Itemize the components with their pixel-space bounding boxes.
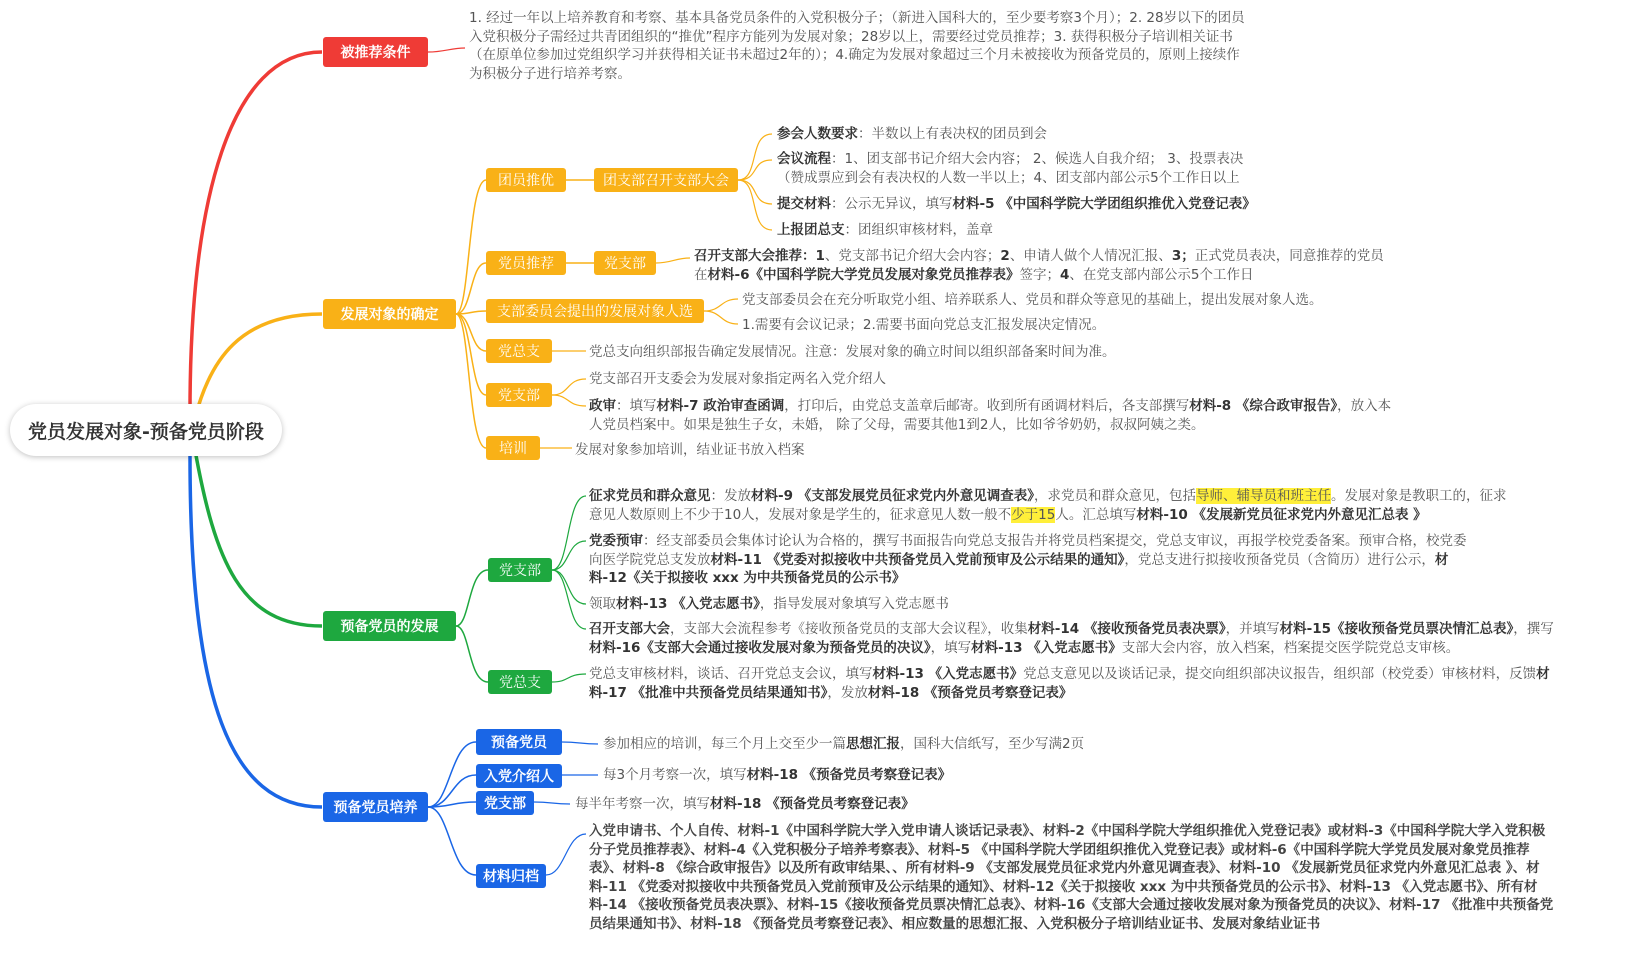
branch-half-year-text: 每半年考察一次，填写材料-18 《预备党员考察登记表》 (575, 796, 915, 812)
party-recommend-text: 召开支部大会推荐：1、党支部书记介绍大会内容；2、申请人做个人情况汇报、3；正式党员表决，同意推荐的党员在材料-6《中国科学院大学党员发展对象党员推荐表》签字；4、在党支部内部公示5个工作日 (694, 248, 1384, 283)
training-text: 发展对象参加培训，结业证书放入档案 (575, 442, 805, 458)
general-review-text: 党总支审核材料，谈话、召开党总支会议，填写材料-13 《入党志愿书》党总支意见以及谈话记录，提交向组织部决议报告，组织部（校党委）审核材料，反馈材料-17 《批准中共预备党员结果通知书》，发放材料-18 《预备党员考察登记表》 (589, 666, 1550, 701)
node-party-branch-a[interactable]: 党支部 (594, 251, 656, 275)
branch-political-review-text: 政审：填写材料-7 政治审查函调，打印后，由党总支盖章后邮寄。收到所有函调材料后，各支部撰写材料-8 《综合政审报告》，放入本人党员档案中。如果是独生子女，未婚， 除了父母，需要其他1到2人，比如爷爷奶奶，叔叔阿姨之类。 (589, 398, 1392, 433)
league-report-text: 上报团总支：团组织审核材料，盖章 (777, 222, 993, 238)
node-dev-target-confirm[interactable]: 发展对象的确定 (323, 299, 456, 329)
node-general-branch-a[interactable]: 党总支 (486, 339, 552, 363)
general-branch-text: 党总支向组织部报告确定发展情况。注意：发展对象的确立时间以组织部备案时间为准。 (589, 344, 1116, 360)
node-party-branch-d[interactable]: 党支部 (476, 791, 534, 815)
node-archive[interactable]: 材料归档 (476, 864, 546, 888)
node-committee-candidate[interactable]: 支部委员会提出的发展对象人选 (486, 299, 704, 323)
node-introducer[interactable]: 入党介绍人 (476, 764, 562, 788)
member-training-text: 参加相应的培训，每三个月上交至少一篇思想汇报，国科大信纸写，至少写满2页 (603, 736, 1085, 752)
archive-text: 入党申请书、个人自传、材料-1《中国科学院大学入党申请人谈话记录表》、材料-2《中国科学院大学组织推优入党登记表》或材料-3《中国科学院大学入党积极分子党员推荐表》、材料-4《入党积极分子培养考察表》、材料-5 《中国科学院大学团组织推优入党登记表》或材料-6《中国科学院大学党员发展对象党员推荐表》、材料-8 《综合政审报告》以及所有政审结果、、所有材料-9 《支部发展党员征求党内外意见调查表》、材料-10 《发展新党员征求党内外意见汇总表 》、材料-11 《党委对拟接收中共预备党员入党前预审及公示结果的通知》、材料-12《关于拟接收 xxx 为中共预备党员的公示书》、材料-13 《入党志愿书》、所有材料-14 《接收预备党员表决票》、材料-15《接收预备党员票决情汇总表》、材料-16《支部大会通过接收发展对象为预备党员的决议》、材料-17 《批准中共预备党员结果通知书》、材料-18 《预备党员考察登记表》、相应数量的思想汇报、入党积极分子培训结业证书、发展对象结业证书 (589, 823, 1554, 932)
node-probationary-member[interactable]: 预备党员 (476, 729, 562, 755)
league-process-text: 会议流程：1、团支部书记介绍大会内容； 2、候选人自我介绍； 3、投票表决（赞成票应到会有表决权的人数一半以上；4、团支部内部公示5个工作日以上 (777, 151, 1244, 186)
node-party-branch-b[interactable]: 党支部 (486, 383, 552, 407)
league-attendance-text: 参会人数要求：半数以上有表决权的团员到会 (777, 126, 1047, 142)
node-league-branch-meeting[interactable]: 团支部召开支部大会 (594, 168, 738, 192)
recommend-conditions-text: 1. 经过一年以上培养教育和考察、基本具备党员条件的入党积极分子；（新进入国科大的，至少要考察3个月）；2. 28岁以下的团员入党积极分子需经过共青团组织的“推优”程序方能列为发展对象；28岁以上，需要经过党员推荐；3. 获得积极分子培训相关证书（在原单位参加过党组织学习并获得相关证书未超过2年的）；4.确定为发展对象超过三个月未被接收为预备党员的，原则上接续作为积极分子进行培养考察。 (469, 10, 1245, 82)
branch-meeting-text: 召开支部大会，支部大会流程参考《接收预备党员的支部大会议程》，收集材料-14 《接收预备党员表决票》，并填写材料-15《接收预备党员票决情汇总表》，撰写材料-16《支部大会通过接收发展对象为预备党员的决议》，填写材料-13 《入党志愿书》支部大会内容，放入档案，档案提交医学院党总支审核。 (589, 621, 1554, 656)
node-probation-development[interactable]: 预备党员的发展 (323, 611, 456, 641)
node-recommend-conditions[interactable]: 被推荐条件 (323, 37, 428, 67)
root-topic[interactable]: 党员发展对象-预备党员阶段 (10, 404, 282, 456)
node-probation-training[interactable]: 预备党员培养 (323, 792, 428, 822)
committee-text-2: 1.需要有会议记录；2.需要书面向党总支汇报发展决定情况。 (742, 317, 1106, 333)
solicit-opinions-text: 征求党员和群众意见：发放材料-9 《支部发展党员征求党内外意见调查表》，求党员和群众意见，包括导师、辅导员和班主任。发展对象是教职工的，征求意见人数原则上不少于10人，发展对象是学生的，征求意见人数一般不少于15人。汇总填写材料-10 《发展新党员征求党内外意见汇总表 》 (589, 488, 1507, 523)
node-training[interactable]: 培训 (486, 436, 540, 460)
node-party-branch-c[interactable]: 党支部 (488, 558, 552, 582)
branch-introducer-text: 党支部召开支委会为发展对象指定两名入党介绍人 (589, 371, 886, 387)
volunteer-form-text: 领取材料-13 《入党志愿书》，指导发展对象填写入党志愿书 (589, 596, 949, 612)
introducer-text: 每3个月考察一次，填写材料-18 《预备党员考察登记表》 (603, 767, 952, 783)
node-party-recommend[interactable]: 党员推荐 (486, 251, 566, 275)
committee-text-1: 党支部委员会在充分听取党小组、培养联系人、党员和群众等意见的基础上，提出发展对象人选。 (742, 292, 1323, 308)
node-league-recommend[interactable]: 团员推优 (486, 168, 566, 192)
league-submit-text: 提交材料：公示无异议，填写材料-5 《中国科学院大学团组织推优入党登记表》 (777, 196, 1256, 212)
pre-review-text: 党委预审：经支部委员会集体讨论认为合格的，撰写书面报告向党总支报告并将党员档案提交，党总支审议，再报学校党委备案。预审合格，校党委向医学院党总支发放材料-11 《党委对拟接收中共预备党员入党前预审及公示结果的通知》，党总支进行拟接收预备党员（含简历）进行公示，材料-12《关于拟接收 xxx 为中共预备党员的公示书》 (589, 533, 1467, 586)
node-general-branch-b[interactable]: 党总支 (488, 670, 552, 694)
